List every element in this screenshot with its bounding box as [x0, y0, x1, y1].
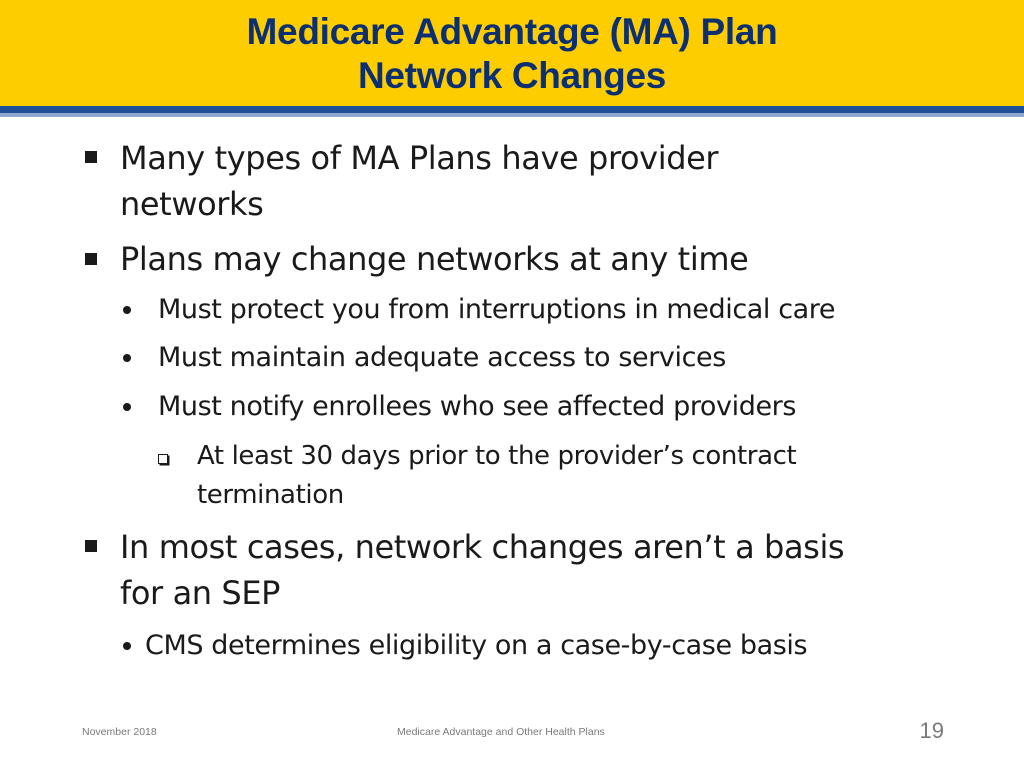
- footer-date: November 2018: [82, 726, 157, 738]
- sub-sub-bullet-text: At least 30 days prior to the provider’s contract: [197, 441, 797, 471]
- round-bullet-icon: [123, 642, 131, 650]
- round-bullet-icon: [123, 354, 131, 362]
- bullet-text: networks: [120, 185, 264, 223]
- sub-bullet-text: CMS determines eligibility on a case-by-case basis: [145, 630, 808, 661]
- square-bullet-icon: [85, 540, 97, 552]
- slide-title-line-2: Network Changes: [357, 55, 666, 96]
- bullet-text: Plans may change networks at any time: [120, 240, 749, 278]
- sub-bullet-text: Must maintain adequate access to services: [158, 342, 726, 373]
- sub-bullet-text: Must notify enrollees who see affected providers: [158, 391, 797, 422]
- round-bullet-icon: [123, 306, 131, 314]
- bullet-text: In most cases, network changes aren’t a basis: [120, 528, 845, 566]
- page-number: 19: [919, 718, 944, 743]
- square-bullet-icon: [85, 253, 97, 265]
- bullet-text: for an SEP: [120, 574, 281, 612]
- sub-sub-bullet-text: termination: [197, 480, 344, 510]
- sub-bullet-text: Must protect you from interruptions in medical care: [158, 294, 836, 325]
- hollow-square-bullet-icon: [158, 454, 168, 464]
- bullet-text: Many types of MA Plans have provider: [120, 139, 719, 177]
- square-bullet-icon: [85, 151, 97, 163]
- slide-title-line-1: Medicare Advantage (MA) Plan: [246, 11, 778, 52]
- round-bullet-icon: [123, 403, 131, 411]
- footer-title: Medicare Advantage and Other Health Plans: [397, 726, 605, 738]
